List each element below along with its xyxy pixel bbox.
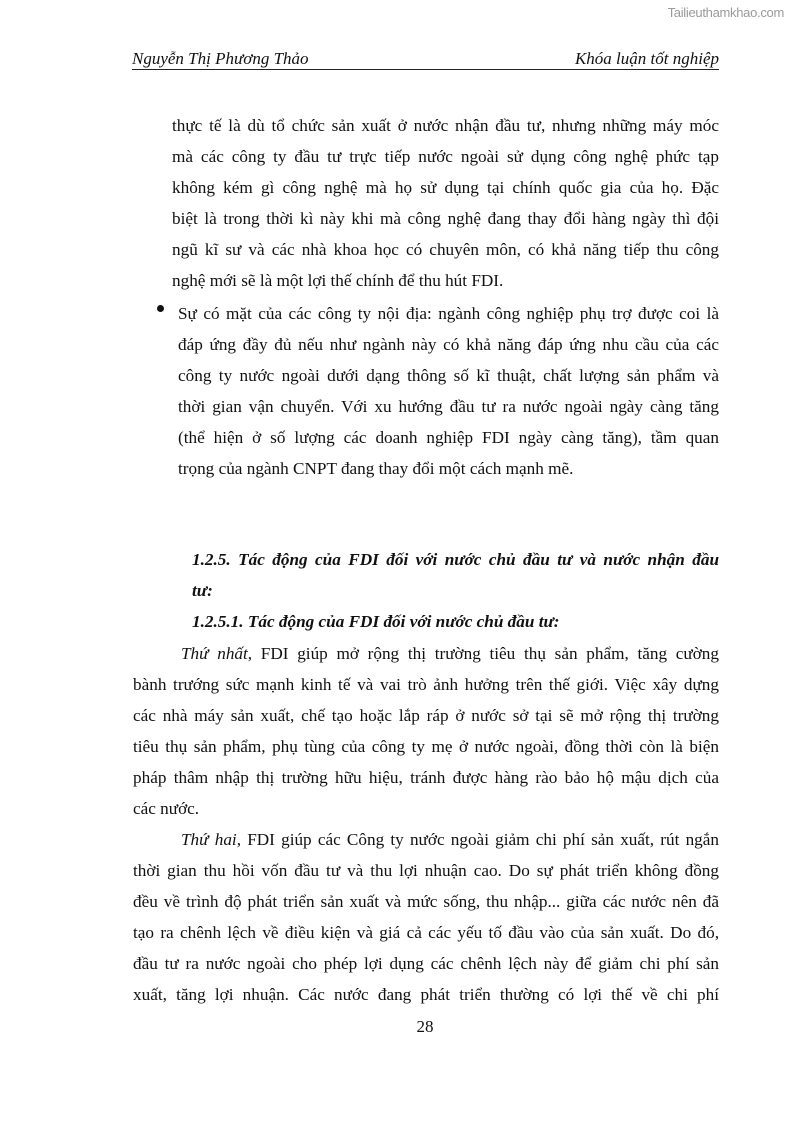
line-text: tạo ra chênh lệch về điều kiện và giá cả các yếu tố đầu vào của sản xuất. Do đó, bbox=[133, 923, 719, 942]
line-text: mà các công ty đầu tư trực tiếp nước ngoài sử dụng công nghệ phức tạp bbox=[172, 147, 719, 166]
line-text: , FDI giúp mở rộng thị trường tiêu thụ sản phẩm, tăng cường bbox=[247, 644, 719, 663]
paragraph-line bbox=[133, 954, 719, 974]
paragraph-line bbox=[181, 644, 719, 664]
line-text: thời gian vận chuyển. Với xu hướng đầu tư ra nước ngoài ngày càng tăng bbox=[178, 397, 719, 416]
paragraph-line bbox=[172, 240, 719, 260]
paragraph-line bbox=[172, 178, 719, 198]
section-heading-1-2-5-1 bbox=[192, 612, 719, 632]
paragraph-lead: Thứ nhất bbox=[181, 644, 248, 663]
watermark: Tailieuthamkhao.com bbox=[667, 5, 784, 20]
line-text: , FDI giúp các Công ty nước ngoài giảm chi phí sản xuất, rút ngắn bbox=[236, 830, 719, 849]
page-header bbox=[132, 49, 719, 70]
line-text: trọng của ngành CNPT đang thay đổi một cách mạnh mẽ. bbox=[178, 459, 574, 478]
line-text: các nhà máy sản xuất, chế tạo hoặc lắp ráp ở nước sở tại sẽ mở rộng thị trường bbox=[133, 706, 719, 725]
bullet-item-line bbox=[178, 304, 719, 324]
line-text: đáp ứng đầy đủ nếu như ngành này có khả năng đáp ứng nhu cầu của các bbox=[178, 335, 719, 354]
line-text: đầu tư ra nước ngoài cho phép lợi dụng các chênh lệch này để giảm chi phí sản bbox=[133, 954, 719, 973]
line-text: ngũ kĩ sư và các nhà khoa học có chuyên môn, có khả năng tiếp thu công bbox=[172, 240, 719, 259]
line-text: thực tế là dù tổ chức sản xuất ở nước nhận đầu tư, nhưng những máy móc bbox=[172, 116, 719, 135]
paragraph-line bbox=[133, 799, 719, 819]
line-text: công ty nước ngoài dưới dạng thông số kĩ thuật, chất lượng sản phẩm và bbox=[178, 366, 719, 385]
line-text: 1.2.5. Tác động của FDI đối với nước chủ đầu tư và nước nhận đầu bbox=[192, 550, 719, 569]
page-number: 28 bbox=[416, 1017, 434, 1036]
line-text: bành trướng sức mạnh kinh tế và vai trò ảnh hưởng trên thế giới. Việc xây dựng bbox=[133, 675, 719, 694]
paragraph-line bbox=[133, 768, 719, 788]
section-heading-1-2-5 bbox=[192, 550, 719, 570]
section-heading-1-2-5 bbox=[192, 581, 719, 601]
line-text: xuất, tăng lợi nhuận. Các nước đang phát triển thường có lợi thế về chi phí bbox=[133, 985, 719, 1004]
line-text: nghệ mới sẽ là một lợi thế chính để thu hút FDI. bbox=[172, 271, 504, 290]
bullet-item-line bbox=[178, 366, 719, 386]
bullet-item-line bbox=[178, 428, 719, 448]
line-text: 1.2.5.1. Tác động của FDI đối với nước chủ đầu tư: bbox=[192, 612, 560, 631]
line-text: các nước. bbox=[133, 799, 200, 818]
paragraph-line bbox=[172, 147, 719, 167]
line-text: tư: bbox=[192, 581, 213, 600]
line-text: thời gian thu hồi vốn đầu tư và thu lợi nhuận cao. Do sự phát triển không đồng bbox=[133, 861, 719, 880]
line-text: Sự có mặt của các công ty nội địa: ngành công nghiệp phụ trợ được coi là bbox=[178, 304, 719, 323]
paragraph-line bbox=[133, 861, 719, 881]
paragraph-line bbox=[133, 706, 719, 726]
line-text: tiêu thụ sản phẩm, phụ tùng của công ty mẹ ở nước ngoài, đồng thời còn là biện bbox=[133, 737, 719, 756]
line-text: pháp thâm nhập thị trường hữu hiệu, tránh được hàng rào bảo hộ mậu dịch của bbox=[133, 768, 719, 787]
bullet-item-line bbox=[178, 459, 719, 479]
line-text: không kém gì công nghệ mà họ sử dụng tại chính quốc gia của họ. Đặc bbox=[172, 178, 719, 197]
paragraph-line bbox=[133, 675, 719, 695]
paragraph-line bbox=[133, 985, 719, 1005]
bullet-item-line bbox=[178, 397, 719, 417]
bullet-icon bbox=[157, 305, 164, 312]
paragraph-line bbox=[181, 830, 719, 850]
header-title: Khóa luận tốt nghiệp bbox=[574, 49, 719, 68]
line-text: biệt là trong thời kì này khi mà công nghệ đang thay đổi hàng ngày thì đội bbox=[172, 209, 719, 228]
paragraph-line bbox=[133, 923, 719, 943]
header-author: Nguyễn Thị Phương Thảo bbox=[132, 49, 309, 68]
line-text: (thể hiện ở số lượng các doanh nghiệp FDI ngày càng tăng), tầm quan bbox=[178, 428, 719, 447]
paragraph-lead: Thứ hai bbox=[181, 830, 237, 849]
paragraph-line bbox=[172, 116, 719, 136]
bullet-item-line bbox=[178, 335, 719, 355]
paragraph-line bbox=[172, 271, 719, 291]
paragraph-line bbox=[133, 892, 719, 912]
paragraph-line bbox=[133, 737, 719, 757]
paragraph-line bbox=[172, 209, 719, 229]
line-text: đều về trình độ phát triển sản xuất và mức sống, thu nhập... giữa các nước nên đã bbox=[133, 892, 719, 911]
